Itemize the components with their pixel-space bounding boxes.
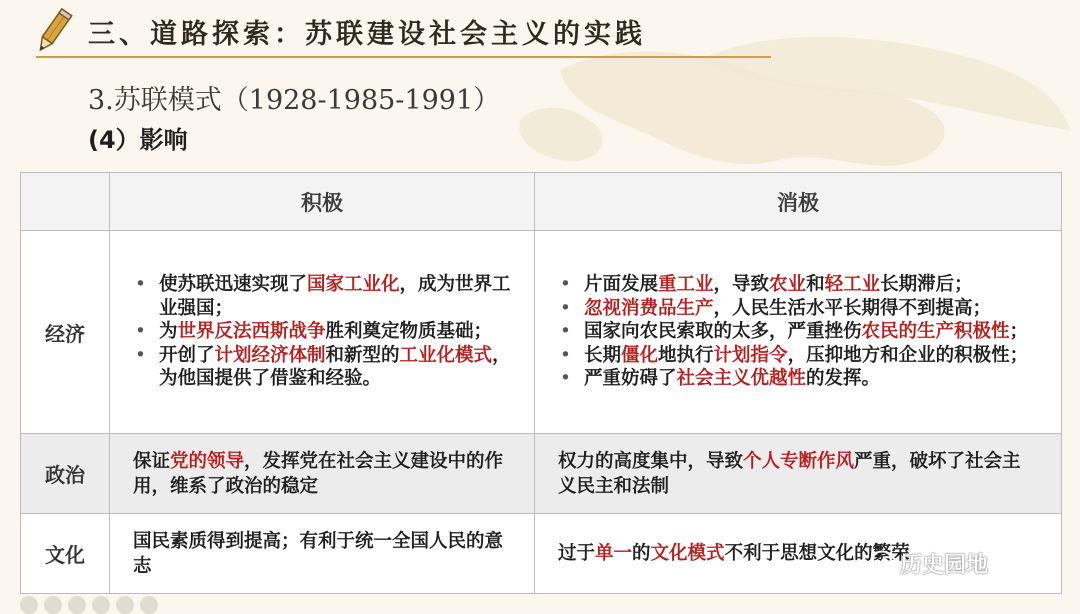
chapter-title: 三、道路探索：苏联建设社会主义的实践: [88, 19, 646, 50]
watermark-text: 历史园地: [900, 553, 989, 578]
text-run: 的发挥。: [806, 368, 881, 390]
text-run: 片面发展: [584, 274, 659, 296]
highlighted-term: 计划指令: [713, 344, 788, 366]
row-label-economy: 经济: [21, 231, 110, 434]
text-run: ，压抑地方和企业的积极性；: [787, 344, 1029, 366]
highlighted-term: 农民的生产积极性: [861, 321, 1010, 343]
text-run: 使苏联迅速实现了: [159, 274, 308, 296]
bullet-item: [584, 320, 1046, 344]
highlighted-term: 农业: [769, 274, 807, 296]
highlighted-term: 工业化模式: [399, 344, 493, 366]
text-run: ，发挥党在社会主义建设中的作用，维系了政治的稳定: [133, 450, 504, 497]
table-row-politics: [21, 434, 1062, 514]
text-run: 和新型的: [325, 344, 400, 366]
text-run: 地执行: [658, 344, 714, 366]
bullet-item: [584, 297, 1046, 321]
highlighted-term: 忽视消费品生产: [584, 297, 714, 319]
economy-negative-list: [536, 273, 1060, 391]
bullet-item: [159, 273, 519, 320]
bullet-item: [159, 320, 519, 344]
highlighted-term: 僵化: [621, 344, 659, 366]
pencil-icon: [30, 6, 76, 58]
politics-positive-text: [111, 449, 533, 499]
text-run: 的: [632, 543, 651, 564]
highlighted-term: 个人专断作风: [743, 450, 855, 472]
table-header-row: [21, 173, 1062, 231]
table-row-economy: [21, 231, 1062, 434]
text-run: 长期: [584, 344, 622, 366]
highlighted-term: 国家工业化: [307, 274, 400, 296]
bullet-item: [584, 367, 1046, 391]
row-label-politics: 政治: [21, 434, 110, 514]
wechat-icon: [872, 550, 898, 572]
text-run: 严重妨碍了: [584, 368, 677, 390]
economy-positive-list: [111, 273, 533, 391]
politics-positive-cell: [110, 434, 535, 514]
highlighted-term: 轻工业: [824, 274, 881, 296]
bullet-item: [584, 273, 1046, 297]
highlighted-term: 文化模式: [650, 543, 725, 564]
highlighted-term: 重工业: [658, 274, 714, 296]
bullet-item: [584, 344, 1046, 368]
text-run: 开创了: [159, 344, 215, 366]
row-label-culture: 文化: [21, 514, 110, 594]
text-run: 国家向农民索取的太多，严重挫伤: [584, 321, 862, 343]
header-divider: [36, 56, 771, 58]
subsection-label: (4）影响: [88, 126, 188, 154]
header-negative: 消极: [535, 173, 1062, 231]
politics-negative-text: [536, 449, 1060, 499]
text-run: 过于: [558, 543, 596, 564]
text-run: ，导致: [713, 274, 770, 296]
text-run: 胜利奠定物质基础；: [325, 321, 493, 343]
text-run: 严重，破坏了社会主义民主和法制: [558, 450, 1021, 497]
header-corner-cell: [21, 173, 110, 231]
text-run: ，人民生活水平长期得不到提高；: [713, 297, 992, 319]
highlighted-term: 社会主义优越性: [676, 368, 807, 390]
section-subtitle: 3.苏联模式（1928-1985-1991）: [88, 85, 501, 116]
bullet-item: [159, 344, 519, 391]
text-run: 国民素质得到提高；有利于统一全国人民的意志: [133, 530, 504, 577]
header-positive: 积极: [110, 173, 535, 231]
highlighted-term: 单一: [595, 543, 633, 564]
highlighted-term: 世界反法西斯战争: [177, 321, 326, 343]
text-run: 为: [159, 321, 178, 343]
politics-negative-cell: [535, 434, 1062, 514]
economy-positive-cell: [110, 231, 535, 434]
text-run: 和: [806, 274, 825, 296]
culture-positive-text: [111, 529, 533, 579]
slide-header: [0, 0, 1080, 62]
text-run: ，成为世界工业强国；: [159, 274, 511, 319]
impact-table: [20, 172, 1062, 594]
economy-negative-cell: [535, 231, 1062, 434]
highlighted-term: 党的领导: [170, 450, 245, 472]
text-run: ，为他国提供了借鉴和经验。: [159, 344, 511, 390]
decorative-dots: [20, 596, 158, 614]
text-run: 不利于思想文化的繁荣: [724, 543, 910, 564]
text-run: 长期滞后；: [880, 274, 973, 296]
text-run: 保证: [133, 450, 171, 472]
text-run: ；: [1009, 321, 1029, 343]
text-run: 权力的高度集中，导致: [558, 450, 744, 472]
culture-positive-cell: [110, 514, 535, 594]
highlighted-term: 计划经济体制: [214, 344, 326, 366]
